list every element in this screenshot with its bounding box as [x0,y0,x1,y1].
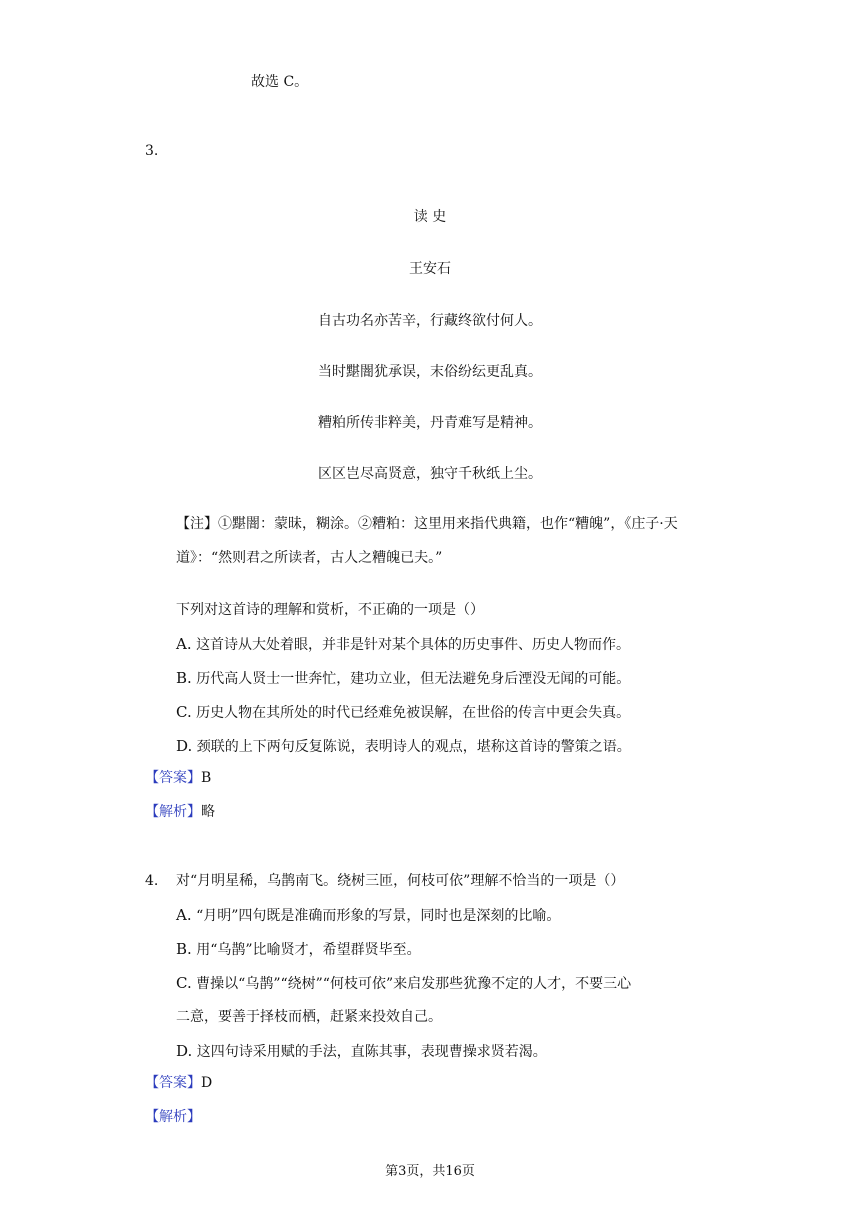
poem-note-line-2: 道》：“然则君之所读者，古人之糟魄已夫。” [176,550,443,566]
q4-option-c-continued: 二意，要善于择枝而栖，赶紧来投效自己。 [176,1009,442,1025]
option-letter: A. [176,906,192,924]
q2-conclusion: 故选 C。 [251,74,309,90]
option-letter: A. [176,635,192,653]
poem-note-line-1: 【注】①黮闇：蒙昧，糊涂。②糟粕：这里用来指代典籍，也作“糟魄”，《庄子·天 [176,516,678,532]
option-text: 曹操以“乌鹊”“绕树”“何枝可依”来启发那些犹豫不定的人才，不要三心 [196,976,632,992]
q4-option-a [176,905,560,926]
q4-number: 4. [145,873,159,889]
option-text: 颈联的上下两句反复陈说，表明诗人的观点，堪称这首诗的警策之语。 [196,739,631,755]
poem-line-4: 区区岂尽高贤意，独守千秋纸上尘。 [318,466,542,482]
q3-number: 3. [145,143,159,159]
option-text: “月明”四句既是准确而形象的写景，同时也是深刻的比喻。 [196,908,561,924]
poem-author: 王安石 [409,261,451,277]
q4-analysis [145,1107,201,1127]
q4-option-b [176,939,421,960]
option-letter: C. [176,974,192,992]
answer-value: B [201,770,212,786]
q4-option-c [176,973,631,994]
option-text: 历代高人贤士一世奔忙，建功立业，但无法避免身后湮没无闻的可能。 [196,671,631,687]
option-text: 历史人物在其所处的时代已经难免被误解，在世俗的传言中更会失真。 [196,705,631,721]
page-footer: 第3页，共16页 [385,1164,475,1179]
answer-label: 【答案】 [145,1075,201,1091]
poem-line-2: 当时黮闇犹承误，末俗纷纭更乱真。 [318,364,542,380]
q3-option-c [176,702,630,723]
option-letter: D. [176,1042,193,1060]
option-text: 这四句诗采用赋的手法，直陈其事，表现曹操求贤若渴。 [196,1044,547,1060]
analysis-value: 略 [201,804,215,820]
q4-option-d [176,1041,547,1062]
option-text: 这首诗从大处着眼，并非是针对某个具体的历史事件、历史人物而作。 [196,637,631,653]
analysis-label: 【解析】 [145,1109,201,1125]
q3-analysis [145,802,215,822]
option-letter: B. [176,940,192,958]
q3-option-b [176,668,630,689]
q3-option-a [176,634,630,655]
q3-stem: 下列对这首诗的理解和赏析，不正确的一项是（） [176,602,484,618]
answer-label: 【答案】 [145,770,201,786]
answer-value: D [201,1075,213,1091]
analysis-label: 【解析】 [145,804,201,820]
q3-option-d [176,736,631,757]
option-letter: C. [176,703,192,721]
poem-title: 读 史 [413,209,447,225]
poem-line-3: 糟粕所传非粹美，丹青难写是精神。 [318,415,542,431]
poem-line-1: 自古功名亦苦辛，行藏终欲付何人。 [318,313,542,329]
q3-answer [145,768,211,788]
option-letter: B. [176,669,192,687]
q4-answer [145,1073,212,1093]
q4-stem: 对“月明星稀，乌鹊南飞。绕树三匝，何枝可依”理解不恰当的一项是（） [176,873,625,889]
option-text: 用“乌鹊”比喻贤才，希望群贤毕至。 [196,942,421,958]
option-letter: D. [176,737,193,755]
